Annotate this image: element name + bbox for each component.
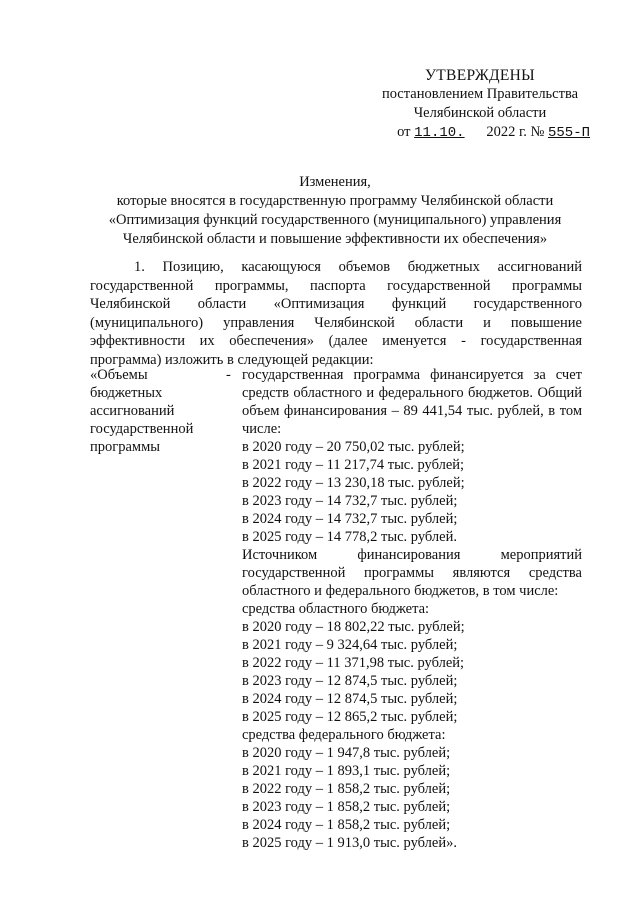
content-line: объем финансирования – 89 441,54 тыс. рублей, в том bbox=[242, 403, 582, 419]
label-line: государственной bbox=[90, 421, 194, 437]
label-line: ассигнований bbox=[90, 403, 175, 419]
date-year: 2022 г. № bbox=[486, 124, 545, 140]
content-line: в 2020 году – 20 750,02 тыс. рублей; bbox=[242, 439, 465, 455]
label-line: программы bbox=[90, 439, 160, 455]
content-line: в 2024 году – 12 874,5 тыс. рублей; bbox=[242, 691, 458, 707]
paragraph-line-4: (муниципального) управления Челябинской области и повышение bbox=[90, 314, 582, 331]
content-line: Источником финансирования мероприятий bbox=[242, 547, 582, 563]
content-line: средства областного бюджета: bbox=[242, 601, 430, 617]
content-line: в 2022 году – 11 371,98 тыс. рублей; bbox=[242, 655, 465, 671]
paragraph-line-6: программа) изложить в следующей редакции: bbox=[90, 351, 374, 368]
content-line: в 2023 году – 1 858,2 тыс. рублей; bbox=[242, 799, 451, 815]
paragraph-line-1: 1. Позицию, касающуюся объемов бюджетных ассигнований bbox=[134, 259, 582, 275]
date-prefix: от bbox=[397, 124, 411, 140]
content-line: областного и федерального бюджетов, в том числе: bbox=[242, 583, 559, 599]
approval-line-2: Челябинской области bbox=[413, 105, 547, 121]
content-line: в 2022 году – 1 858,2 тыс. рублей; bbox=[242, 781, 451, 797]
content-line: в 2021 году – 1 893,1 тыс. рублей; bbox=[242, 763, 451, 779]
approval-title: УТВЕРЖДЕНЫ bbox=[425, 67, 535, 84]
paragraph-line-5: эффективности их обеспечения» (далее именуется - государственная bbox=[90, 333, 582, 350]
content-line: в 2021 году – 11 217,74 тыс. рублей; bbox=[242, 457, 465, 473]
content-line: в 2023 году – 12 874,5 тыс. рублей; bbox=[242, 673, 458, 689]
approval-block bbox=[360, 66, 600, 143]
date-value: 11.10. bbox=[414, 125, 465, 141]
paragraph-1 bbox=[90, 258, 582, 370]
table-label bbox=[90, 366, 220, 456]
label-line: «Объемы bbox=[90, 367, 148, 383]
approval-date-line bbox=[360, 123, 600, 143]
content-line: в 2025 году – 1 913,0 тыс. рублей». bbox=[242, 835, 457, 851]
document-number: 555-П bbox=[547, 125, 590, 141]
content-line: государственной программы являются средства bbox=[242, 565, 582, 581]
paragraph-line-3: Челябинской области «Оптимизация функций государственного bbox=[90, 296, 582, 313]
content-line: числе: bbox=[242, 421, 282, 437]
content-line: государственная программа финансируется за счет bbox=[242, 367, 582, 383]
content-line: средств областного и федерального бюджетов. Общий bbox=[242, 385, 582, 401]
content-line: в 2025 году – 14 778,2 тыс. рублей. bbox=[242, 529, 457, 545]
paragraph-line-2: государственной программы, паспорта государственной программы bbox=[90, 277, 582, 294]
content-line: в 2023 году – 14 732,7 тыс. рублей; bbox=[242, 493, 458, 509]
content-line: средства федерального бюджета: bbox=[242, 727, 446, 743]
label-line: бюджетных bbox=[90, 385, 163, 401]
heading-line-3: «Оптимизация функций государственного (муниципального) управления bbox=[108, 212, 562, 228]
content-line: в 2021 году – 9 324,64 тыс. рублей; bbox=[242, 637, 458, 653]
table-dash: - bbox=[226, 367, 231, 383]
content-line: в 2022 году – 13 230,18 тыс. рублей; bbox=[242, 475, 465, 491]
heading-line-4: Челябинской области и повышение эффективности их обеспечения» bbox=[122, 231, 548, 247]
heading-line-1: Изменения, bbox=[299, 174, 371, 190]
content-line: в 2020 году – 1 947,8 тыс. рублей; bbox=[242, 745, 451, 761]
heading-line-2: которые вносятся в государственную программу Челябинской области bbox=[116, 193, 554, 209]
approval-line-1: постановлением Правительства bbox=[381, 86, 579, 102]
content-line: в 2020 году – 18 802,22 тыс. рублей; bbox=[242, 619, 465, 635]
content-line: в 2024 году – 1 858,2 тыс. рублей; bbox=[242, 817, 451, 833]
document-heading bbox=[90, 173, 580, 249]
content-line: в 2024 году – 14 732,7 тыс. рублей; bbox=[242, 511, 458, 527]
table-content bbox=[242, 366, 582, 852]
content-line: в 2025 году – 12 865,2 тыс. рублей; bbox=[242, 709, 458, 725]
